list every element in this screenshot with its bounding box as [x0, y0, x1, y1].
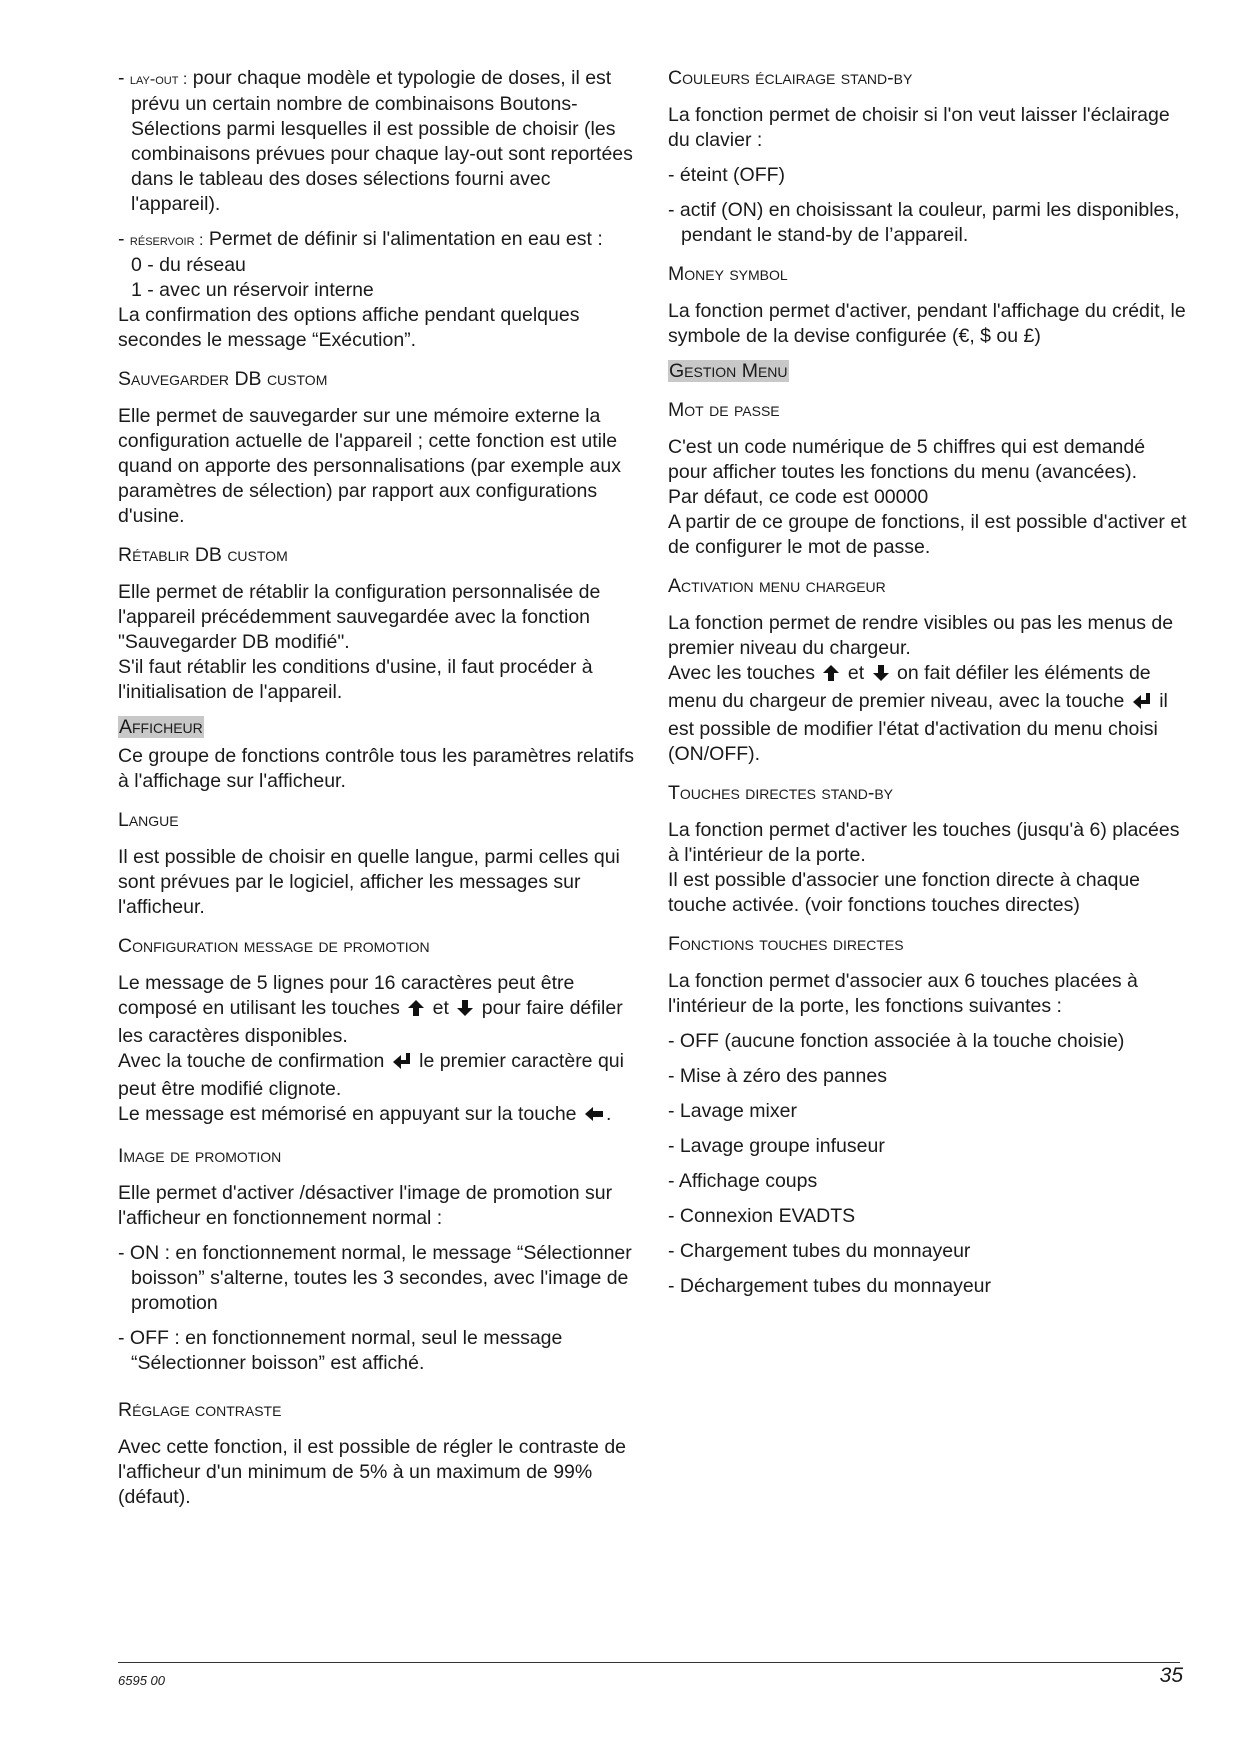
right-column [668, 66, 1188, 1309]
paragraph-fonctions-touches: La fonction permet d'associer aux 6 touches placées à l'intérieur de la porte, les fonctions suivantes : [668, 970, 1138, 1017]
paragraph-mdp-2: Par défaut, ce code est 00000 [668, 486, 929, 508]
list-item: - Mise à zéro des pannes [668, 1065, 887, 1087]
list-item-layout: - lay-out : pour chaque modèle et typologie de doses, il est prévu un certain nombre de combinaisons Boutons-Sélections parmi lesquelles il est possible de choisir (les combinaisons prévues pour chaque lay-out sont reportées dans le tableau des doses sélections fourni avec l'appareil). [118, 67, 633, 215]
text-config-2a: Avec la touche de confirmation [118, 1050, 390, 1072]
heading-langue: Langue [118, 809, 179, 831]
paragraph-contraste: Avec cette fonction, il est possible de régler le contraste de l'afficheur d'un minimum de 5% à un maximum de 99% (défaut). [118, 1436, 627, 1508]
paragraph-afficheur: Ce groupe de fonctions contrôle tous les paramètres relatifs à l'affichage sur l'afficheur. [118, 745, 634, 792]
left-column [118, 66, 638, 1520]
heading-config-message: Configuration message de promotion [118, 935, 430, 957]
text-config-3b: . [605, 1103, 612, 1125]
paragraph-sauvegarder: Elle permet de sauvegarder sur une mémoire externe la configuration actuelle de l'appareil ; cette fonction est utile quand on apporte des personnalisations (par exemple aux paramètres de sélection) par rapport aux configurations d'usine. [118, 405, 622, 527]
text-act-2b: et [842, 662, 870, 684]
list-item: - OFF (aucune fonction associée à la touche choisie) [668, 1030, 1125, 1052]
paragraph-mdp-3: A partir de ce groupe de fonctions, il est possible d'activer et de configurer le mot de passe. [668, 511, 1187, 558]
paragraph-activation-2 [668, 661, 1188, 767]
heading-afficheur: Afficheur [119, 716, 203, 738]
arrow-down-icon [872, 664, 890, 689]
paragraph-touches-sb-1: La fonction permet d'activer les touches (jusqu'à 6) placées à l'intérieur de la porte. [668, 819, 1180, 866]
paragraph-config-2 [118, 1049, 638, 1102]
text-config-1c: pour faire défiler les caractères disponibles. [118, 997, 623, 1047]
heading-sauvegarder: Sauvegarder DB custom [118, 368, 328, 390]
heading-image-promotion: Image de promotion [118, 1145, 282, 1167]
enter-icon [392, 1052, 412, 1077]
text-config-1a: Le message de 5 lignes pour 16 caractères peut être composé en utilisant les touches [118, 972, 575, 1019]
text-reservoir: Permet de définir si l'alimentation en eau est : [203, 228, 603, 250]
list-item-on: - ON : en fonctionnement normal, le message “Sélectionner boisson” s'alterne, toutes les 3 secondes, avec l'image de promotion [118, 1242, 632, 1314]
text-act-2d: il est possible de modifier l'état d'activation du menu choisi (ON/OFF). [668, 690, 1168, 765]
heading-fonctions-touches: Fonctions touches directes [668, 933, 904, 955]
paragraph-money-symbol: La fonction permet d'activer, pendant l'affichage du crédit, le symbole de la devise configurée (€, $ ou £) [668, 300, 1186, 347]
list-item-off: - OFF : en fonctionnement normal, seul le message “Sélectionner boisson” est affiché. [118, 1327, 563, 1374]
page-number: 35 [1159, 1664, 1183, 1687]
list-item: - Affichage coups [668, 1170, 818, 1192]
reservoir-option-1: 1 - avec un réservoir interne [131, 279, 374, 301]
list-item: - Connexion EVADTS [668, 1205, 856, 1227]
list-item-reservoir: - réservoir : Permet de définir si l'alimentation en eau est : [118, 228, 603, 250]
footer-divider [118, 1662, 1180, 1663]
paragraph-image-promotion: Elle permet d'activer /désactiver l'image de promotion sur l'afficheur en fonctionnement normal : [118, 1182, 613, 1229]
list-item: - Déchargement tubes du monnayeur [668, 1275, 992, 1297]
heading-gestion-menu: Gestion Menu [669, 360, 788, 382]
heading-retablir: Rétablir DB custom [118, 544, 288, 566]
heading-mot-de-passe: Mot de passe [668, 399, 780, 421]
paragraph-retablir-2: S'il faut rétablir les conditions d'usine, il faut procéder à l'initialisation de l'appareil. [118, 656, 593, 703]
list-item-eteint: - éteint (OFF) [668, 164, 786, 186]
text-layout: pour chaque modèle et typologie de doses, il est prévu un certain nombre de combinaisons Boutons-Sélections parmi lesquelles il est possible de choisir (les combinaisons prévues pour chaque lay-out sont reportées dans le tableau des doses sélections fourni avec l'appareil). [131, 67, 633, 215]
list-item: - Lavage mixer [668, 1100, 797, 1122]
term-reservoir: réservoir : [129, 232, 204, 249]
fonctions-list [668, 1029, 1188, 1299]
paragraph-langue: Il est possible de choisir en quelle langue, parmi celles qui sont prévues par le logiciel, afficher les messages sur l'afficheur. [118, 846, 620, 918]
arrow-up-icon [407, 999, 425, 1024]
heading-activation-menu: Activation menu chargeur [668, 575, 886, 597]
paragraph-confirmation: La confirmation des options affiche pendant quelques secondes le message “Exécution”. [118, 304, 580, 351]
paragraph-couleurs: La fonction permet de choisir si l'on veut laisser l'éclairage du clavier : [668, 104, 1170, 151]
text-config-2b: le premier caractère qui peut être modifié clignote. [118, 1050, 624, 1100]
back-arrow-icon [584, 1105, 604, 1130]
heading-money-symbol: Money symbol [668, 263, 788, 285]
text-act-2c: on fait défiler les éléments de menu du chargeur de premier niveau, avec la touche [668, 662, 1151, 712]
heading-contraste: Réglage contraste [118, 1399, 282, 1421]
paragraph-touches-sb-2: Il est possible d'associer une fonction directe à chaque touche activée. (voir fonctions touches directes) [668, 869, 1141, 916]
paragraph-retablir-1: Elle permet de rétablir la configuration personnalisée de l'appareil précédemment sauvegardée avec la fonction "Sauvegarder DB modifié". [118, 581, 601, 653]
text-act-2a: Avec les touches [668, 662, 821, 684]
heading-touches-stand-by: Touches directes stand-by [668, 782, 894, 804]
term-layout: lay-out : [129, 71, 188, 88]
list-item-actif: - actif (ON) en choisissant la couleur, parmi les disponibles, pendant le stand-by de l’appareil. [668, 199, 1180, 246]
paragraph-config-3 [118, 1102, 638, 1130]
arrow-down-icon [456, 999, 474, 1024]
text-config-3a: Le message est mémorisé en appuyant sur la touche [118, 1103, 582, 1125]
reservoir-option-0: 0 - du réseau [131, 254, 246, 276]
paragraph-config-1 [118, 971, 638, 1049]
paragraph-mdp-1: C'est un code numérique de 5 chiffres qui est demandé pour afficher toutes les fonctions du menu (avancées). [668, 436, 1146, 483]
arrow-up-icon [822, 664, 840, 689]
heading-couleurs: Couleurs éclairage stand-by [668, 67, 913, 89]
paragraph-activation-1: La fonction permet de rendre visibles ou pas les menus de premier niveau du chargeur. [668, 612, 1174, 659]
text-config-1b: et [427, 997, 455, 1019]
list-item: - Chargement tubes du monnayeur [668, 1240, 971, 1262]
list-item: - Lavage groupe infuseur [668, 1135, 885, 1157]
document-code: 6595 00 [118, 1673, 165, 1688]
enter-icon [1132, 692, 1152, 717]
